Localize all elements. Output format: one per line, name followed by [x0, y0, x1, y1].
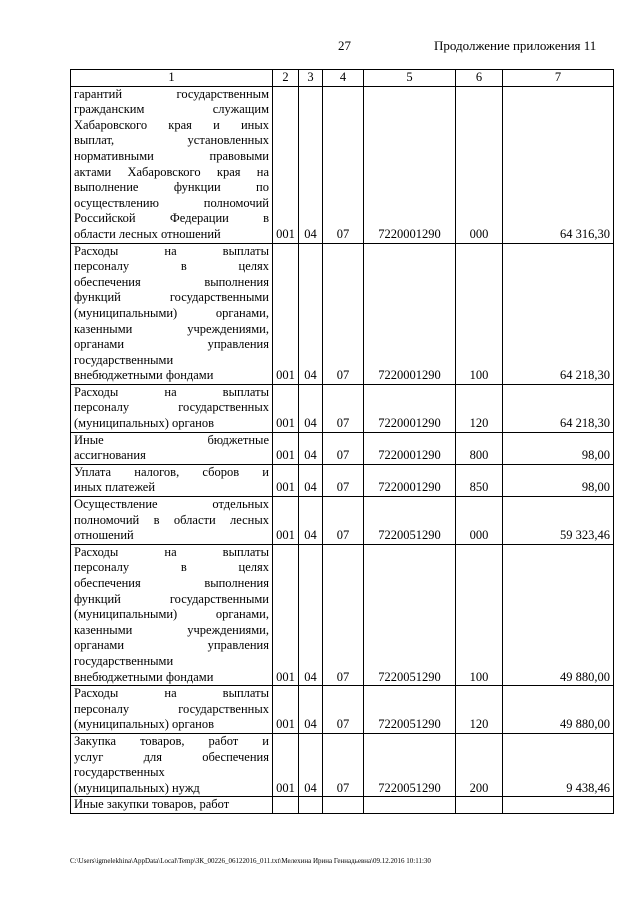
budget-table	[70, 69, 614, 814]
row-name-line: ассигнования	[74, 448, 146, 463]
row-name-line: (муниципальными) органами,	[74, 305, 269, 320]
row-name-cell	[71, 797, 273, 814]
row-name-line: области лесных отношений	[74, 226, 221, 241]
row-cell-c6	[456, 797, 503, 814]
row-cell-c6: 100	[456, 243, 503, 384]
row-cell-c5: 7220001290	[364, 384, 456, 432]
table-row	[71, 243, 614, 384]
row-cell-c5: 7220051290	[364, 544, 456, 685]
row-cell-c6: 000	[456, 497, 503, 545]
row-cell-c3: 04	[299, 86, 323, 243]
row-cell-c7: 98,00	[503, 432, 614, 464]
row-cell-c3: 04	[299, 464, 323, 496]
row-cell-c3	[299, 797, 323, 814]
row-name-cell	[71, 544, 273, 685]
row-cell-c2: 001	[273, 384, 299, 432]
row-name-line: персоналу государственных	[74, 701, 269, 716]
column-header: 3	[299, 70, 323, 87]
row-cell-c6: 100	[456, 544, 503, 685]
row-name-line: (муниципальных) органов	[74, 416, 215, 431]
row-cell-c3: 04	[299, 733, 323, 796]
row-cell-c7	[503, 797, 614, 814]
row-name-line: Хабаровского края и иных	[74, 117, 269, 132]
row-cell-c4	[323, 797, 364, 814]
row-name-cell	[71, 384, 273, 432]
row-cell-c5: 7220001290	[364, 86, 456, 243]
row-cell-c7: 49 880,00	[503, 544, 614, 685]
row-cell-c7: 64 218,30	[503, 243, 614, 384]
row-name-line: отношений	[74, 528, 134, 543]
row-name-line: казенными учреждениями,	[74, 321, 269, 336]
row-name-line: иных платежей	[74, 480, 156, 495]
row-cell-c2	[273, 797, 299, 814]
row-name-line: гарантий государственным	[74, 86, 269, 101]
column-header: 7	[503, 70, 614, 87]
row-name-line: персоналу государственных	[74, 400, 269, 415]
row-name-line: актами Хабаровского края на	[74, 164, 269, 179]
row-cell-c4: 07	[323, 243, 364, 384]
row-cell-c5: 7220001290	[364, 243, 456, 384]
row-name-line: органами управления	[74, 638, 269, 653]
row-cell-c2: 001	[273, 733, 299, 796]
row-name-line: нормативными правовыми	[74, 148, 269, 163]
row-cell-c5: 7220051290	[364, 497, 456, 545]
column-header: 6	[456, 70, 503, 87]
row-name-line: персоналу в целях	[74, 560, 269, 575]
row-cell-c5: 7220051290	[364, 733, 456, 796]
row-cell-c6: 850	[456, 464, 503, 496]
row-name-line: обеспечения выполнения	[74, 576, 269, 590]
row-name-line: (муниципальными) органами,	[74, 607, 269, 622]
row-name-line: Расходы на выплаты	[74, 686, 269, 701]
table-row	[71, 686, 614, 734]
row-name-line: (муниципальных) нужд	[74, 780, 200, 795]
row-name-line: Российской Федерации в	[74, 211, 269, 226]
row-name-line: функций государственными	[74, 591, 269, 606]
table-row	[71, 464, 614, 496]
row-cell-c2: 001	[273, 243, 299, 384]
row-name-line: государственными	[74, 653, 174, 668]
row-cell-c4: 07	[323, 733, 364, 796]
row-name-cell	[71, 243, 273, 384]
table-row	[71, 733, 614, 796]
row-cell-c4: 07	[323, 497, 364, 545]
table-header-row	[71, 70, 614, 87]
row-name-line: услуг для обеспечения	[74, 749, 269, 764]
row-cell-c7: 64 218,30	[503, 384, 614, 432]
row-name-line: гражданским служащим	[74, 102, 269, 117]
column-header: 4	[323, 70, 364, 87]
row-cell-c6: 120	[456, 384, 503, 432]
row-name-line: государственными	[74, 352, 174, 367]
row-name-line: выполнение функции по	[74, 180, 269, 195]
row-name-line: Иные бюджетные	[74, 432, 269, 447]
row-cell-c4: 07	[323, 544, 364, 685]
row-cell-c2: 001	[273, 432, 299, 464]
row-cell-c2: 001	[273, 464, 299, 496]
row-name-line: обеспечения выполнения	[74, 274, 269, 289]
row-cell-c2: 001	[273, 686, 299, 734]
row-name-line: выплат, установленных	[74, 133, 269, 148]
row-cell-c6: 120	[456, 686, 503, 734]
table-row	[71, 544, 614, 685]
row-cell-c7: 9 438,46	[503, 733, 614, 796]
row-name-line: (муниципальных) органов	[74, 717, 215, 732]
row-cell-c3: 04	[299, 384, 323, 432]
row-name-line: Расходы на выплаты	[74, 544, 269, 559]
row-name-line: Уплата налогов, сборов и	[74, 464, 269, 479]
row-name-cell	[71, 432, 273, 464]
row-cell-c5: 7220001290	[364, 432, 456, 464]
column-header: 2	[273, 70, 299, 87]
row-name-line: казенными учреждениями,	[74, 622, 269, 637]
column-header: 1	[71, 70, 273, 87]
row-name-cell	[71, 686, 273, 734]
row-cell-c7: 64 316,30	[503, 86, 614, 243]
row-cell-c7: 98,00	[503, 464, 614, 496]
row-cell-c6: 200	[456, 733, 503, 796]
row-name-line: Расходы на выплаты	[74, 243, 269, 258]
row-name-line: Расходы на выплаты	[74, 384, 269, 399]
row-cell-c5: 7220051290	[364, 686, 456, 734]
page-number: 27	[338, 38, 351, 53]
row-cell-c3: 04	[299, 432, 323, 464]
row-cell-c5: 7220001290	[364, 464, 456, 496]
table-row	[71, 432, 614, 464]
row-name-line: внебюджетными фондами	[74, 669, 214, 684]
row-cell-c4: 07	[323, 86, 364, 243]
table-row	[71, 384, 614, 432]
table-row	[71, 86, 614, 243]
row-name-cell	[71, 497, 273, 545]
table-row	[71, 797, 614, 814]
row-cell-c2: 001	[273, 86, 299, 243]
row-cell-c4: 07	[323, 384, 364, 432]
table-row	[71, 497, 614, 545]
row-name-line: осуществлению полномочий	[74, 195, 269, 210]
row-name-line: функций государственными	[74, 290, 269, 305]
row-cell-c2: 001	[273, 544, 299, 685]
row-name-line: органами управления	[74, 337, 269, 352]
row-name-line: государственных	[74, 765, 165, 780]
row-cell-c4: 07	[323, 464, 364, 496]
row-name-line: Иные закупки товаров, работ	[74, 797, 230, 812]
row-name-line: Осуществление отдельных	[74, 497, 269, 512]
row-cell-c7: 49 880,00	[503, 686, 614, 734]
row-cell-c5	[364, 797, 456, 814]
row-cell-c7: 59 323,46	[503, 497, 614, 545]
row-cell-c2: 001	[273, 497, 299, 545]
row-name-line: Закупка товаров, работ и	[74, 733, 269, 748]
row-cell-c3: 04	[299, 686, 323, 734]
appendix-continuation-title: Продолжение приложения 11	[434, 38, 597, 53]
row-name-line: внебюджетными фондами	[74, 368, 214, 383]
row-cell-c6: 800	[456, 432, 503, 464]
row-name-line: полномочий в области лесных	[74, 512, 269, 527]
row-name-line: персоналу в целях	[74, 259, 269, 274]
row-name-cell	[71, 86, 273, 243]
row-cell-c4: 07	[323, 686, 364, 734]
row-cell-c4: 07	[323, 432, 364, 464]
row-name-cell	[71, 464, 273, 496]
row-cell-c3: 04	[299, 497, 323, 545]
row-cell-c3: 04	[299, 243, 323, 384]
document-footer-path: C:\Users\igmelekhina\AppData\Local\Temp\ЗК_00226_06122016_011.txt\Мелехина Ирина Геннадьевна\09.12.2016 10:11:30	[70, 857, 431, 865]
column-header: 5	[364, 70, 456, 87]
row-cell-c3: 04	[299, 544, 323, 685]
row-name-cell	[71, 733, 273, 796]
row-cell-c6: 000	[456, 86, 503, 243]
